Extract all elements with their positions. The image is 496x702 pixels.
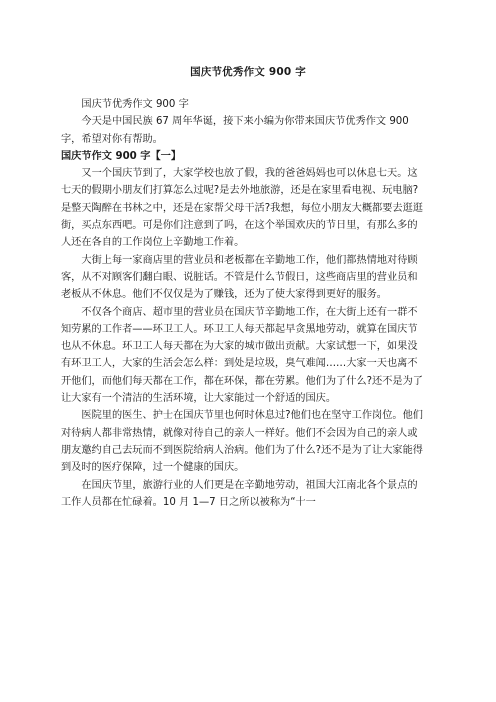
body-paragraph: 又一个国庆节到了，大家学校也放了假，我的爸爸妈妈也可以休息七天。这七天的假期小朋友们打算怎么过呢?是去外地旅游，还是在家里看电视、玩电脑?是整天陶醉在书林之中，还是在家帮父母干活?我想，每位小朋友大概都要去逛逛街，买点东西吧。可是你们注意到了吗，在这个举国欢庆的节日里，有那么多的人还在各自的工作岗位上辛勤地工作着。	[61, 168, 423, 249]
body-paragraph: 不仅各个商店、超市里的营业员在国庆节辛勤地工作，在大街上还有一群不知劳累的工作者——环卫工人。环卫工人每天都起早贪黑地劳动，就算在国庆节也从不休息。环卫工人每天都在为大家的城市做出贡献。大家试想一下，如果没有环卫工人，大家的生活会怎么样：到处是垃圾，臭气难闻……大家一天也离不开他们，而他们每天都在工作，都在环保，都在劳累。他们为了什么?还不是为了让大家有一个清洁的生活环境，让大家能过一个舒适的国庆。	[61, 306, 423, 405]
document-body	[61, 96, 426, 511]
body-paragraph: 大街上每一家商店里的营业员和老板都在辛勤地工作，他们都热情地对待顾客，从不对顾客们翻白眼、说脏话。不管是什么节假日，这些商店里的营业员和老板从不休息。他们不仅仅是为了赚钱，还为了使大家得到更好的服务。	[61, 254, 418, 301]
intro-line: 国庆节优秀作文 900 字	[81, 99, 189, 110]
document-title: 国庆节优秀作文 900 字	[190, 66, 306, 78]
body-paragraph: 在国庆节里，旅游行业的人们更是在辛勤地劳动，祖国大江南北各个景点的工作人员都在忙碌着。10 月 1—7 日之所以被称为“十一	[61, 479, 418, 508]
body-paragraph: 医院里的医生、护士在国庆节里也何时休息过?他们也在坚守工作岗位。他们对待病人都非常热情，就像对待自己的亲人一样好。他们不会因为自己的亲人或朋友邀约自己去玩而不到医院给病人治病。他们为了什么?还不是为了让大家能得到及时的医疗保障，过一个健康的国庆。	[61, 410, 423, 474]
intro-summary: 今天是中国民族 67 周年华诞，接下来小编为你带来国庆节优秀作文 900 字，希望对你有帮助。	[61, 116, 409, 145]
section-heading: 国庆节作文 900 字【一】	[61, 150, 182, 162]
